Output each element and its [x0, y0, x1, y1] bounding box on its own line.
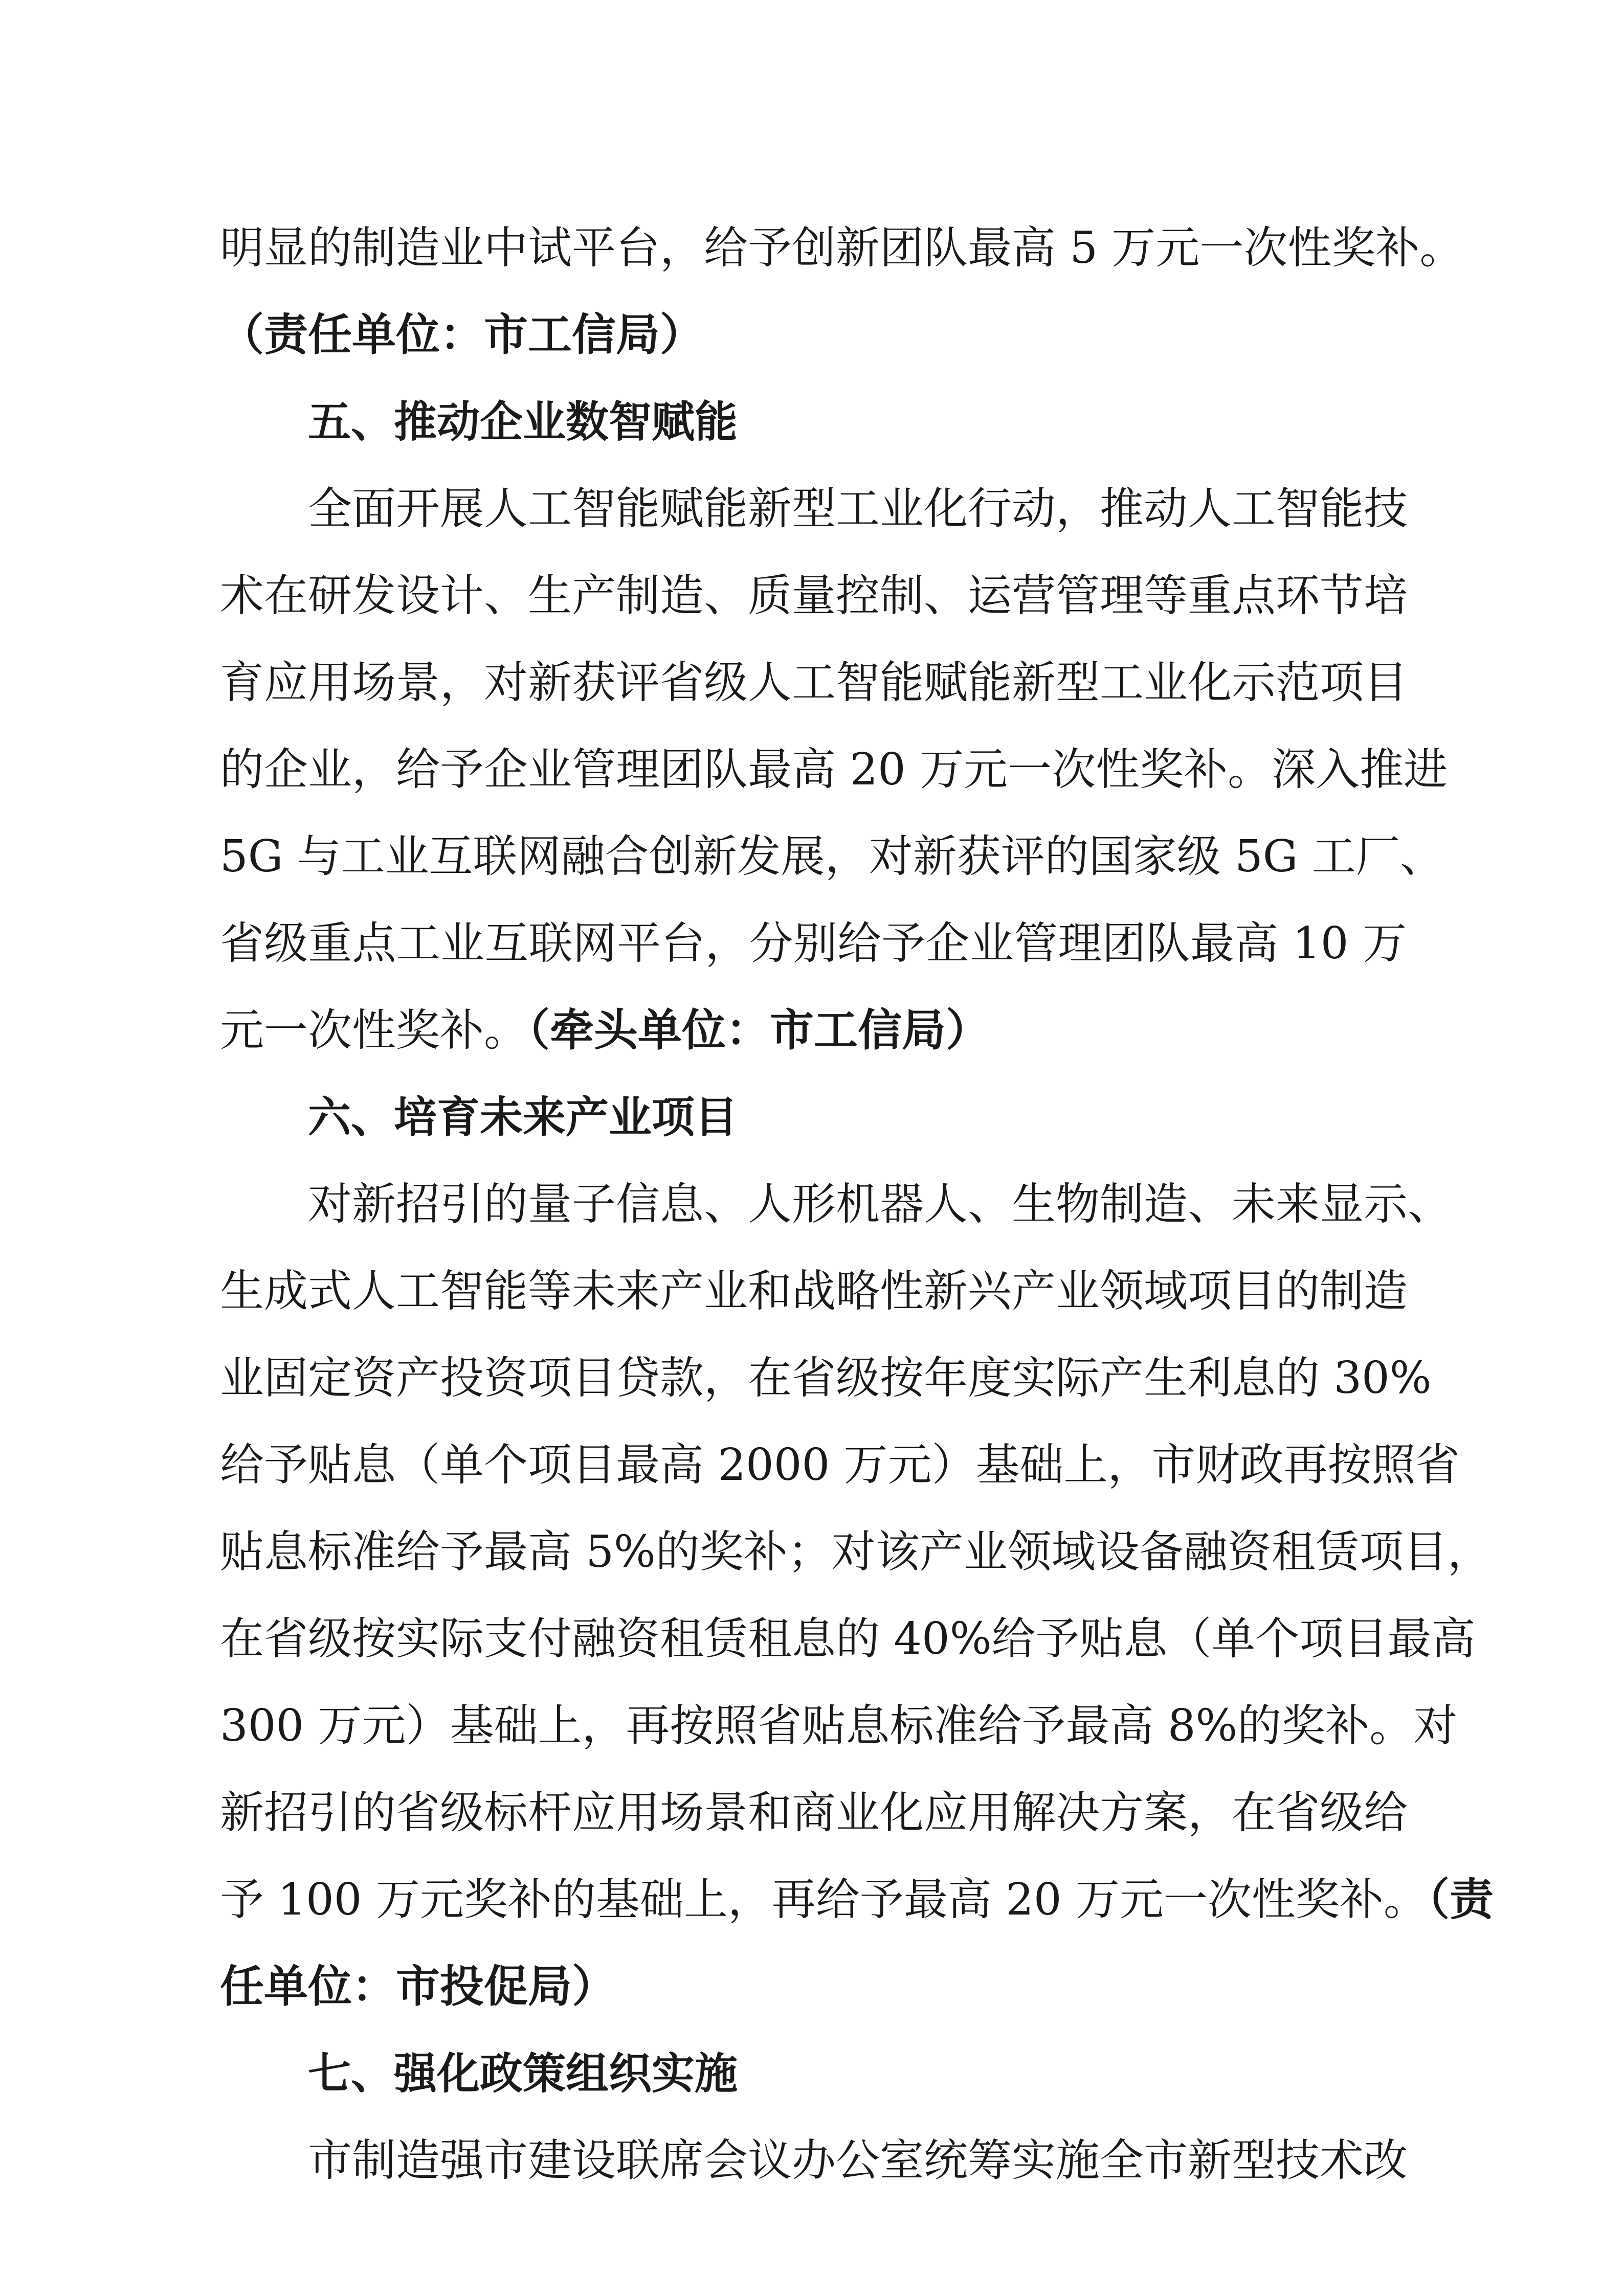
- responsible-unit-note-end: 任单位：市投促局）: [220, 1961, 616, 2012]
- responsible-unit-note: （责任单位：市工信局）: [220, 309, 704, 361]
- paragraph-line-5: [220, 552, 1407, 639]
- paragraph-line-6: [220, 639, 1407, 726]
- line-text: 生成式人工智能等未来产业和战略性新兴产业领域项目的制造: [220, 1266, 1408, 1317]
- line-text: 对新招引的量子信息、人形机器人、生物制造、未来显示、: [308, 1179, 1452, 1230]
- line-text: 予 100 万元奖补的基础上，再给予最高 20 万元一次性奖补。: [220, 1874, 1428, 1925]
- line-text: 5G 与工业互联网融合创新发展，对新获评的国家级 5G 工厂、: [220, 831, 1444, 882]
- paragraph-line-16: [220, 1509, 1492, 1595]
- paragraph-line-10: [220, 987, 1407, 1074]
- paragraph-line-20: [220, 1856, 1494, 1943]
- paragraph-line-2: [220, 291, 1407, 378]
- responsible-unit-note-start: （责: [1427, 1874, 1494, 1925]
- paragraph-line-1: [220, 205, 1464, 291]
- line-text: 省级重点工业互联网平台，分别给予企业管理团队最高 10 万: [220, 918, 1407, 969]
- paragraph-line-12: [308, 1161, 1452, 1248]
- line-text: 术在研发设计、生产制造、质量控制、运营管理等重点环节培: [220, 570, 1408, 621]
- paragraph-line-21: [220, 1943, 1407, 2030]
- paragraph-line-9: [220, 900, 1407, 987]
- paragraph-line-13: [220, 1248, 1407, 1335]
- paragraph-line-19: [220, 1769, 1407, 1856]
- paragraph-line-18: [220, 1682, 1458, 1769]
- section-heading-6: 六、培育未来产业项目: [308, 1092, 738, 1142]
- line-text: 新招引的省级标杆应用场景和商业化应用解决方案，在省级给: [220, 1787, 1408, 1838]
- section-heading-7: 七、强化政策组织实施: [308, 2049, 738, 2099]
- paragraph-line-4: [308, 465, 1407, 552]
- paragraph-line-7: [220, 726, 1448, 813]
- paragraph-line-15: [220, 1422, 1460, 1509]
- section-heading-5: 五、推动企业数智赋能: [308, 397, 738, 447]
- paragraph-line-14: [220, 1335, 1432, 1422]
- line-text: 贴息标准给予最高 5%的奖补；对该产业领域设备融资租赁项目，: [220, 1526, 1492, 1578]
- line-text: 给予贴息（单个项目最高 2000 万元）基础上，市财政再按照省: [220, 1439, 1460, 1491]
- paragraph-line-17: [220, 1595, 1476, 1682]
- line-text: 的企业，给予企业管理团队最高 20 万元一次性奖补。深入推进: [220, 744, 1448, 795]
- paragraph-line-23: [308, 2117, 1407, 2204]
- paragraph-line-8: [220, 813, 1444, 900]
- line-text: 元一次性奖补。: [220, 1005, 528, 1056]
- line-text: 全面开展人工智能赋能新型工业化行动，推动人工智能技: [308, 483, 1408, 534]
- line-text: 育应用场景，对新获评省级人工智能赋能新型工业化示范项目: [220, 657, 1408, 708]
- lead-unit-note: （牵头单位：市工信局）: [528, 1005, 990, 1056]
- line-text: 市制造强市建设联席会议办公室统筹实施全市新型技术改: [308, 2135, 1408, 2186]
- line-text: 明显的制造业中试平台，给予创新团队最高 5 万元一次性奖补。: [220, 222, 1464, 274]
- line-text: 300 万元）基础上，再按照省贴息标准给予最高 8%的奖补。对: [220, 1700, 1458, 1751]
- line-text: 业固定资产投资项目贷款，在省级按年度实际产生利息的 30%: [220, 1353, 1432, 1404]
- line-text: 在省级按实际支付融资租赁租息的 40%给予贴息（单个项目最高: [220, 1613, 1476, 1664]
